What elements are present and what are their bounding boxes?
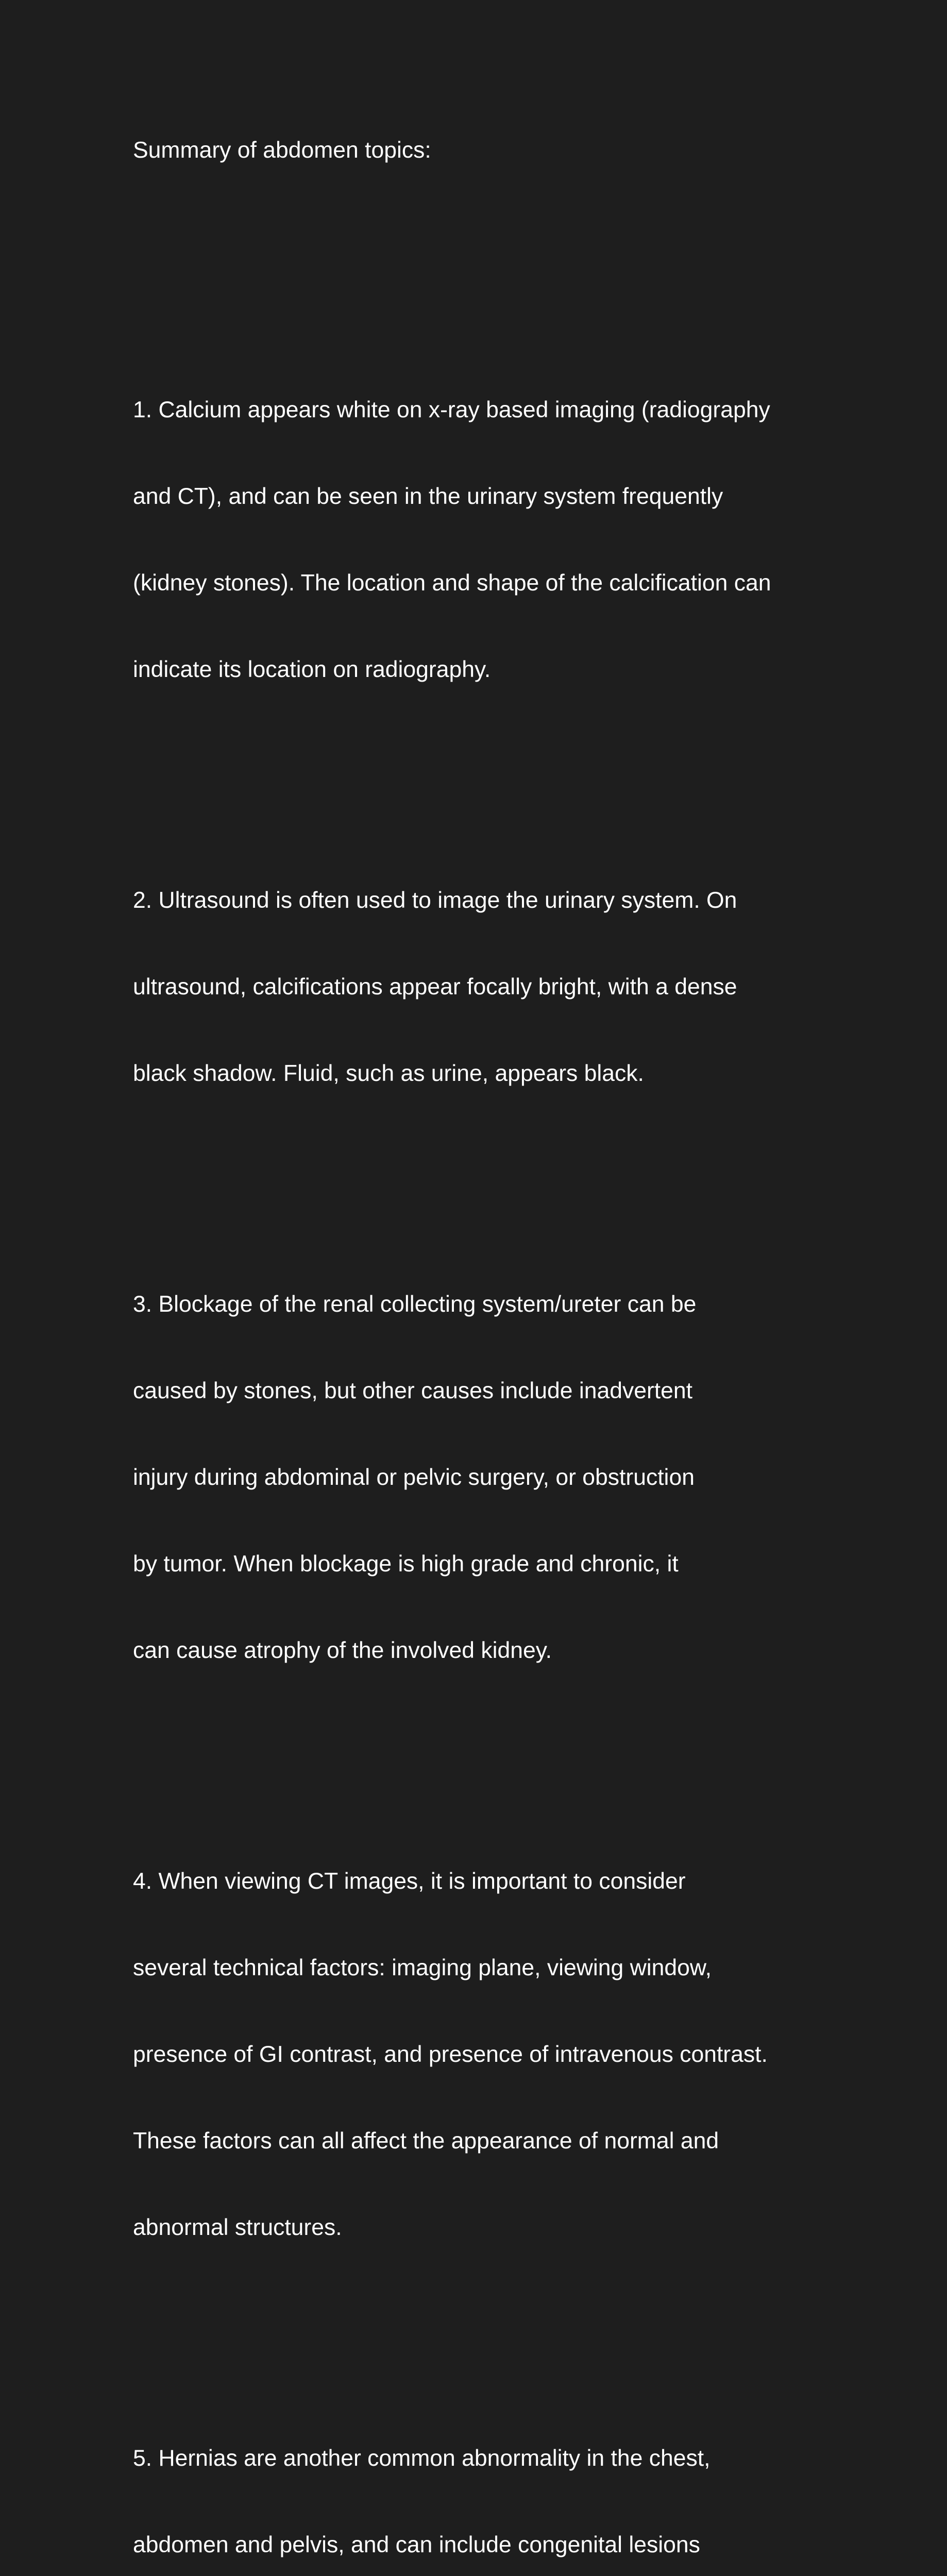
- list-item-line: caused by stones, but other causes include inadvertent: [133, 1378, 692, 1403]
- list-item-line: 1. Calcium appears white on x-ray based imaging (radiography: [133, 397, 770, 422]
- list-item-line: 3. Blockage of the renal collecting system/ureter can be: [133, 1292, 697, 1317]
- list-item-line: abnormal structures.: [133, 2215, 342, 2240]
- list-item-1: [133, 338, 854, 742]
- list-item-line: several technical factors: imaging plane, viewing window,: [133, 1955, 712, 1980]
- list-item-line: black shadow. Fluid, such as urine, appears black.: [133, 1061, 644, 1086]
- list-item-line: 2. Ultrasound is often used to image the urinary system. On: [133, 888, 737, 913]
- list-item-2: [133, 828, 854, 1146]
- list-item-line: 4. When viewing CT images, it is important to consider: [133, 1869, 686, 1894]
- list-item-line: presence of GI contrast, and presence of intravenous contrast.: [133, 2042, 768, 2067]
- list-item-line: abdomen and pelvis, and can include congenital lesions: [133, 2532, 700, 2557]
- list-item-3: [133, 1232, 854, 1723]
- list-item-line: and CT), and can be seen in the urinary system frequently: [133, 484, 723, 509]
- list-item-line: can cause atrophy of the involved kidney.: [133, 1638, 552, 1663]
- list-item-line: by tumor. When blockage is high grade and chronic, it: [133, 1551, 679, 1577]
- document-heading: Summary of abdomen topics:: [133, 138, 431, 163]
- list-item-line: (kidney stones). The location and shape of the calcification can: [133, 570, 771, 596]
- list-item-4: [133, 1809, 854, 2300]
- list-item-line: These factors can all affect the appearance of normal and: [133, 2128, 719, 2154]
- list-item-line: ultrasound, calcifications appear focally bright, with a dense: [133, 974, 737, 999]
- list-item-line: injury during abdominal or pelvic surgery, or obstruction: [133, 1465, 695, 1490]
- list-item-line: 5. Hernias are another common abnormality in the chest,: [133, 2446, 711, 2471]
- blank-line: [133, 223, 854, 251]
- document-body: [133, 78, 854, 2576]
- list-item-line: indicate its location on radiography.: [133, 657, 491, 682]
- list-item-5: [133, 2386, 854, 2576]
